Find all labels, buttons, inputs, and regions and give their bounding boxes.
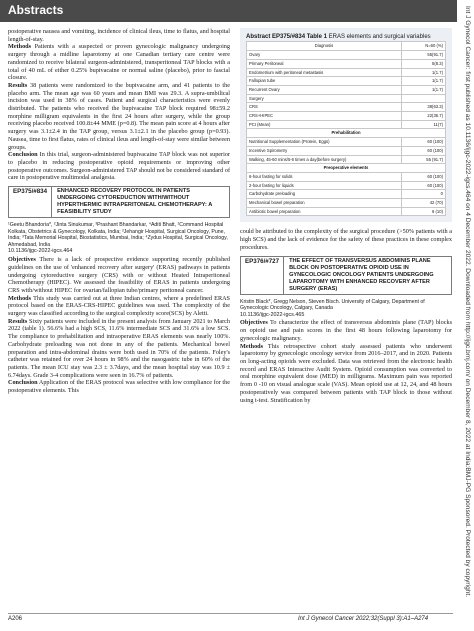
row-label: Nutritional Supplementation (Protein, Eggs): [247, 138, 402, 147]
row-value: 0: [402, 190, 446, 199]
methods-text: This retrospective cohort study assessed patients who underwent laparotomy by gynecologic oncology service from 2016–2017, and in 2020. Patients on long-acting opioids were excluded. Data was retrieved from the electronic health record and ERAS Interactive Audit System. Opioid consumption was converted to oral morphine equivalent dose (MED) in milligrams. Maximum pain was reported from 0 -10 on visual analogue scale (VAS). Mean opioid use at 12, 24, and 48 hours postoperatively was compared between patients with TAP block to those without using t-test. Stratification by: [240, 342, 452, 404]
author-list: Kristin Black*, Gregg Nelson, Steven Bisch. University of Calgary, Department of Gynecologic Oncology, Calgary, Canada: [240, 298, 425, 312]
journal-citation: Int J Gynecol Cancer 2022;32(Suppl 3):A1–A274: [298, 616, 429, 622]
conclusion-label: Conclusion: [8, 379, 38, 387]
abstract-code: EP375/#834: [9, 187, 52, 217]
abstract-title: THE EFFECT OF TRANSVERSUS ABDOMINIS PLANE BLOCK ON POSTOPERATIVE OPIOID USE IN GYNECOLOGIC ONCOLOGY PATIENTS UNDERGOING LAPAROTOMY WITH ENHANCED RECOVERY AFTER SURGERY (ERAS): [289, 257, 434, 292]
table-row: [247, 190, 446, 199]
table-row: [247, 146, 446, 155]
row-value: 60 (100): [402, 138, 446, 147]
objectives-label: Objectives: [240, 319, 268, 327]
row-value: 60 (100): [402, 181, 446, 190]
row-value: 11(7): [402, 120, 446, 129]
abstract-heading: [240, 256, 452, 295]
table-section-preop: [247, 164, 446, 173]
prev-abstract-conclusion: [8, 151, 230, 182]
author-list: ¹Geetu Bhandoria*, ²Jinta Sinukumar, ³Prashant Bhandarkar, ⁴Aditi Bhatt, ¹Command Hospital Kolkata, Obstetrics & Gynecology, Kolkata, India; ²Jehangir Hospital, Surgical Oncology, Pune, India; ³Tata Memorial Hospital, Biostatistics, Mumbai, India; ⁴Zydus Hospital, Surgical Oncology, Ahmedabad, India: [8, 222, 228, 248]
download-stamp: [461, 6, 473, 624]
table-panel: [240, 28, 452, 222]
row-value: 38(63.3): [402, 103, 446, 112]
prev-abstract-results: [8, 82, 230, 151]
doi-link[interactable]: 10.1136/ijgc-2022-igcs.465: [240, 311, 305, 318]
table-row: [247, 51, 446, 60]
row-label: Primary Peritoneal: [247, 59, 402, 68]
table-row: [247, 103, 446, 112]
table-section-row: [247, 129, 446, 138]
objectives-text: To characterize the effect of transversus abdominis plane (TAP) blocks on opioid use and pain scores in the first 48 hours following laparotomy for gynecologic malignancy.: [240, 319, 452, 342]
row-value: 55(91.7): [402, 51, 446, 60]
doi-link[interactable]: 10.1136/ijgc-2022-igcs.464: [8, 248, 73, 255]
methods-text: This study was carried out at three Indian centres, where a predefined ERAS protocol based on the ERAS-CRS-HIPEC guidelines was used. The complexity of the surgery was classified according to the surgical complexity score(SCS) by Aletti.: [8, 294, 230, 318]
table-caption-text: ERAS elements and surgical variables: [326, 34, 431, 40]
table-row: [247, 77, 446, 86]
section-title: Abstracts: [8, 3, 64, 17]
methods-label: Methods: [8, 294, 32, 302]
objectives-paragraph: [8, 256, 230, 295]
row-label: Fallopian tube: [247, 77, 402, 86]
row-label: CRS+HIPEC: [247, 112, 402, 121]
table-row: [247, 68, 446, 77]
table-row: [247, 94, 446, 103]
conclusion-paragraph: [8, 379, 230, 394]
table-row: [247, 172, 446, 181]
section-label-prehab: Prehabilitation: [247, 129, 446, 138]
table-row: [247, 59, 446, 68]
row-value: 22(36.7): [402, 112, 446, 121]
row-label: PCI (Mean): [247, 120, 402, 129]
prev-results-text: 38 patients were randomized to the bupivacaine arm, and 41 patients to the placebo arm. The mean age was 60 years and mean BMI was 29.3. A supra-umbilical incision was used in 38% of cases. Patient and surgical characteristics were evenly distributed. The patients who received the bupivacaine TAP block required 98±59.2 morphine milligram equivalents in the first 24 hours after surgery, while the group receiving placebo received 100.8±44 MME (p=0.8). The mean pain score at 4 hours after surgery was 3.1±2.4 in the TAP group, versus 3.1±2.1 in the placebo group (p=0.93). Nausea, time to first flatus, rates of clinical ileus and length-of-stay were similar between groups.: [8, 81, 230, 151]
table-row: [247, 120, 446, 129]
conclusion-text: Application of the ERAS protocol was selective with low compliance for the postoperative elements. This: [8, 379, 230, 395]
row-value: 60 (100): [402, 146, 446, 155]
table-row: [247, 181, 446, 190]
row-value: 5(8.3): [402, 59, 446, 68]
table-header-count: N=60 (%): [402, 42, 446, 51]
row-label: Walking, 45-60 mins/5-6 times a day(before surgery): [247, 155, 402, 164]
results-label: Results: [8, 317, 28, 325]
row-label: Antibiotic bowel preparation: [247, 207, 402, 216]
table-body-preop: [247, 172, 446, 216]
row-label: Incentive Spirometry: [247, 146, 402, 155]
table-section-row: [247, 164, 446, 173]
left-column: [8, 28, 230, 395]
table-body-diagnosis: [247, 51, 446, 129]
table-row: [247, 155, 446, 164]
prev-methods-label: Methods: [8, 43, 32, 51]
objectives-paragraph: [240, 319, 452, 342]
row-label: Ovary: [247, 51, 402, 60]
abstract-code: EP376/#727: [241, 257, 284, 294]
table-section-prehab: [247, 129, 446, 138]
section-label-preop: Preoperative elements: [247, 164, 446, 173]
prev-conclusion-label: Conclusion: [8, 151, 38, 159]
row-label: 2-hour fasting for liquids: [247, 181, 402, 190]
table-caption: [246, 34, 446, 41]
eras-table: [246, 41, 446, 216]
methods-paragraph: [8, 295, 230, 318]
row-value: 1(1.7): [402, 68, 446, 77]
row-label: Mechanical bowel preparation: [247, 199, 402, 208]
row-label: Recurrent Ovary: [247, 85, 402, 94]
methods-paragraph: [240, 343, 452, 405]
table-header-row: [247, 42, 446, 51]
abstract-title: ENHANCED RECOVERY PROTOCOL IN PATIENTS UNDERGOING CYTOREDUCTION WITH/WITHOUT HYPERTHERMIC INTRAPERITONEAL CHEMOTHERAPY: A FEASIBILITY STUDY: [57, 188, 213, 216]
objectives-label: Objectives: [8, 256, 36, 264]
table-caption-label: Abstract EP375/#834 Table 1: [246, 34, 327, 40]
row-value: [402, 94, 446, 103]
row-value: 60 (100): [402, 172, 446, 181]
row-value: 1(1.7): [402, 85, 446, 94]
right-column: [240, 28, 452, 404]
table-row: [247, 85, 446, 94]
row-label: 6-hour fasting for solids: [247, 172, 402, 181]
section-header-bar: [0, 0, 457, 22]
row-value: 6 (10): [402, 207, 446, 216]
prev-methods-text: Patients with a suspected or proven gynecologic malignancy undergoing surgery through a midline laparotomy at one Canadian tertiary care centre were randomized to receive bilateral surgeon-administered, transperitoneal TAP blocks with a total of 40 mL of either 0.25% bupivacaine or normal saline (placebo), prior to fascial closure.: [8, 43, 230, 82]
table-body-prehab: [247, 138, 446, 164]
footer-divider: [8, 613, 453, 614]
table-row: [247, 138, 446, 147]
results-paragraph: [8, 318, 230, 380]
table-row: [247, 199, 446, 208]
row-value: 55 (91.7): [402, 155, 446, 164]
row-label: Endometrium with peritoneal metastasis: [247, 68, 402, 77]
results-text: Sixty patients were included in the present analysis from January 2021 to March 2022 (table 1). 56.6% had a high SCS, 11.6% intermediate SCS and 31.6% a low SCS. The compliance to prehabilitation and intraoperative ERAS elements was nearly 100%. Carbohydrate preloading was not done in any of the patients. Mechanical bowel preparation and intra-abdominal drains were both used in 70% of the patients. Foley's catheter was retained for over 24 hours in 98% and the nasogastric tube in 60% of the patients. The mean ICU stay was 2.3 ± 3.7days, and the mean hospital stay was 10.9 ± 6.74days. Grade 3-4 complications were seen in 16.7% of patients.: [8, 317, 230, 379]
page-number: A206: [8, 616, 23, 622]
prev-conclusion-text: In this trial, surgeon-administered bupivacaine TAP block was not superior to placebo in reducing postoperative opioid requirements or improving other postoperative outcomes. Surgeon-administered TAP should not be considered standard of care in postoperative multimodal analgesia.: [8, 151, 230, 182]
methods-label: Methods: [240, 342, 264, 350]
row-label: CRS: [247, 103, 402, 112]
abstract-heading: [8, 186, 230, 218]
table-header-diagnosis: Diagnosis: [247, 42, 402, 51]
objectives-text: There is a lack of prospective evidence supporting recently published guidelines on the use of 'enhanced recovery after surgery' (ERAS) pathways in patients undergoing cytoreductive surgery (CRS) with or without Heated Intraperitoneal Chemotherapy (HIPEC). We assessed the feasibility of ERAS in patients undergoing CRS with/without HIPEC for ovarian/fallopian tube/primary peritoneal cancer.: [8, 256, 230, 294]
prev-results-label: Results: [8, 81, 28, 89]
table-row: [247, 207, 446, 216]
row-value: 42 (70): [402, 199, 446, 208]
table-row: [247, 112, 446, 121]
row-value: 1(1.7): [402, 77, 446, 86]
prev-abstract-intro: postoperative nausea and vomiting, incidence of clinical ileus, time to flatus, and hospital length-of-stay.: [8, 28, 230, 43]
row-label: Surgery: [247, 94, 402, 103]
prev-abstract-methods: [8, 43, 230, 82]
continuation-paragraph: could be attributed to the complexity of the surgical procedure (>50% patients with a high SCS) and the lack of evidence for the safety of these practices in these complex procedures.: [240, 228, 452, 251]
row-label: Carbohydrate preloading: [247, 190, 402, 199]
download-stamp-text: Int J Gynecol Cancer: first published as 10.1136/ijgc-2022-igcs.464 on 4 December 2022. Downloaded from http://ijgc.bmj.com/ on December 8, 2022 at India:BMJ-PG Sponsored. Protected by copyright.: [464, 6, 471, 598]
